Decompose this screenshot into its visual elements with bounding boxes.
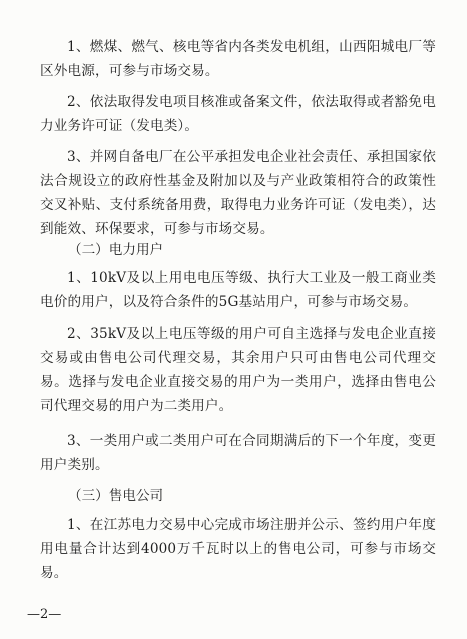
paragraph-project-approval: 2、依法取得发电项目核准或备案文件，依法取得或者豁免电力业务许可证（发电类）。 [40,94,436,134]
page-number: —2— [27,607,62,622]
paragraph-change-category: 3、一类用户或二类用户可在合同期满后的下一个年度，变更用户类别。 [40,433,436,473]
section-heading-power-users: （二）电力用户 [68,242,164,258]
paragraph-self-owned-plants: 3、并网自备电厂在公平承担发电企业社会责任、承担国家依法合规设立的政府性基金及附加以及与产业政策相符合的政策性交叉补贴、支付系统备用费，取得电力业务许可证（发电类），达到能效、环保要求，可参与市场交易。 [40,149,436,237]
paragraph-user-voltage-level: 1、10kV及以上用电电压等级、执行大工业及一般工商业类电价的用户，以及符合条件的5G基站用户，可参与市场交易。 [40,270,436,310]
paragraph-generation-units: 1、燃煤、燃气、核电等省内各类发电机组，山西阳城电厂等区外电源，可参与市场交易。 [40,39,436,79]
paragraph-retail-company-criteria: 1、在江苏电力交易中心完成市场注册并公示、签约用户年度用电量合计达到4000万千瓦时以上的售电公司，可参与市场交易。 [40,517,436,581]
section-heading-retail-companies: （三）售电公司 [68,488,164,504]
paragraph-user-categories: 2、35kV及以上电压等级的用户可自主选择与发电企业直接交易或由售电公司代理交易，其余用户只可由售电公司代理交易。选择与发电企业直接交易的用户为一类用户，选择由售电公司代理交易的用户为二类用户。 [40,326,436,414]
